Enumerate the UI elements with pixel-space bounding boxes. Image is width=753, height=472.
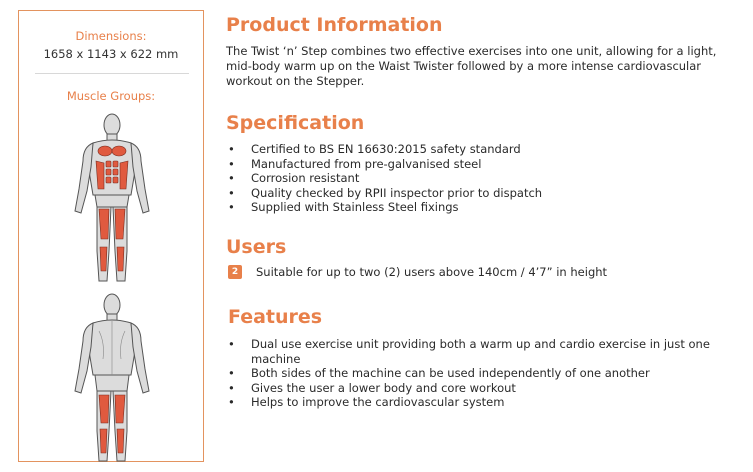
specification-list bbox=[226, 142, 726, 215]
features-heading: Features bbox=[228, 306, 323, 328]
bullet-icon: • bbox=[228, 142, 235, 156]
users-text: Suitable for up to two (2) users above 140cm / 4’7” in height bbox=[256, 265, 608, 279]
users-row bbox=[228, 265, 607, 279]
muscle-groups-label: Muscle Groups: bbox=[66, 89, 156, 103]
list-item: • Gives the user a lower body and core workout bbox=[228, 380, 516, 395]
back-body-muscle-icon bbox=[71, 291, 153, 467]
sidebar-divider bbox=[35, 73, 189, 74]
bullet-icon: • bbox=[228, 395, 235, 409]
bullet-icon: • bbox=[228, 200, 235, 214]
product-information-heading: Product Information bbox=[226, 14, 443, 36]
bullet-icon: • bbox=[228, 380, 235, 395]
user-count-badge: 2 bbox=[228, 265, 242, 279]
bullet-icon: • bbox=[228, 171, 235, 185]
bullet-icon: • bbox=[228, 156, 235, 171]
list-item: • Supplied with Stainless Steel fixings bbox=[228, 200, 459, 214]
list-item: • Certified to BS EN 16630:2015 safety standard bbox=[228, 142, 521, 156]
users-heading: Users bbox=[226, 236, 287, 258]
specification-heading: Specification bbox=[226, 112, 365, 134]
list-item: • Corrosion resistant bbox=[228, 171, 360, 185]
list-item: • Helps to improve the cardiovascular system bbox=[228, 395, 505, 409]
list-item: • Both sides of the machine can be used independently of one another bbox=[228, 366, 650, 380]
list-item: • Manufactured from pre-galvanised steel bbox=[228, 156, 482, 171]
bullet-icon: • bbox=[228, 337, 235, 351]
sidebar-panel bbox=[18, 10, 204, 462]
list-item: • Dual use exercise unit providing both a warm up and cardio exercise in just one machine bbox=[228, 337, 710, 366]
bullet-icon: • bbox=[228, 366, 235, 380]
front-body-muscle-icon bbox=[71, 111, 153, 287]
dimensions-value: 1658 x 1143 x 622 mm bbox=[43, 47, 179, 61]
bullet-icon: • bbox=[228, 185, 235, 200]
dimensions-label: Dimensions: bbox=[75, 29, 147, 43]
features-list bbox=[226, 337, 726, 410]
product-information-text: The Twist ‘n’ Step combines two effective exercises into one unit, allowing for a light, mid-body warm up on the Waist Twister followed by a more intense cardiovascular workout on the Stepper. bbox=[226, 44, 717, 88]
list-item: • Quality checked by RPII inspector prior to dispatch bbox=[228, 185, 543, 200]
